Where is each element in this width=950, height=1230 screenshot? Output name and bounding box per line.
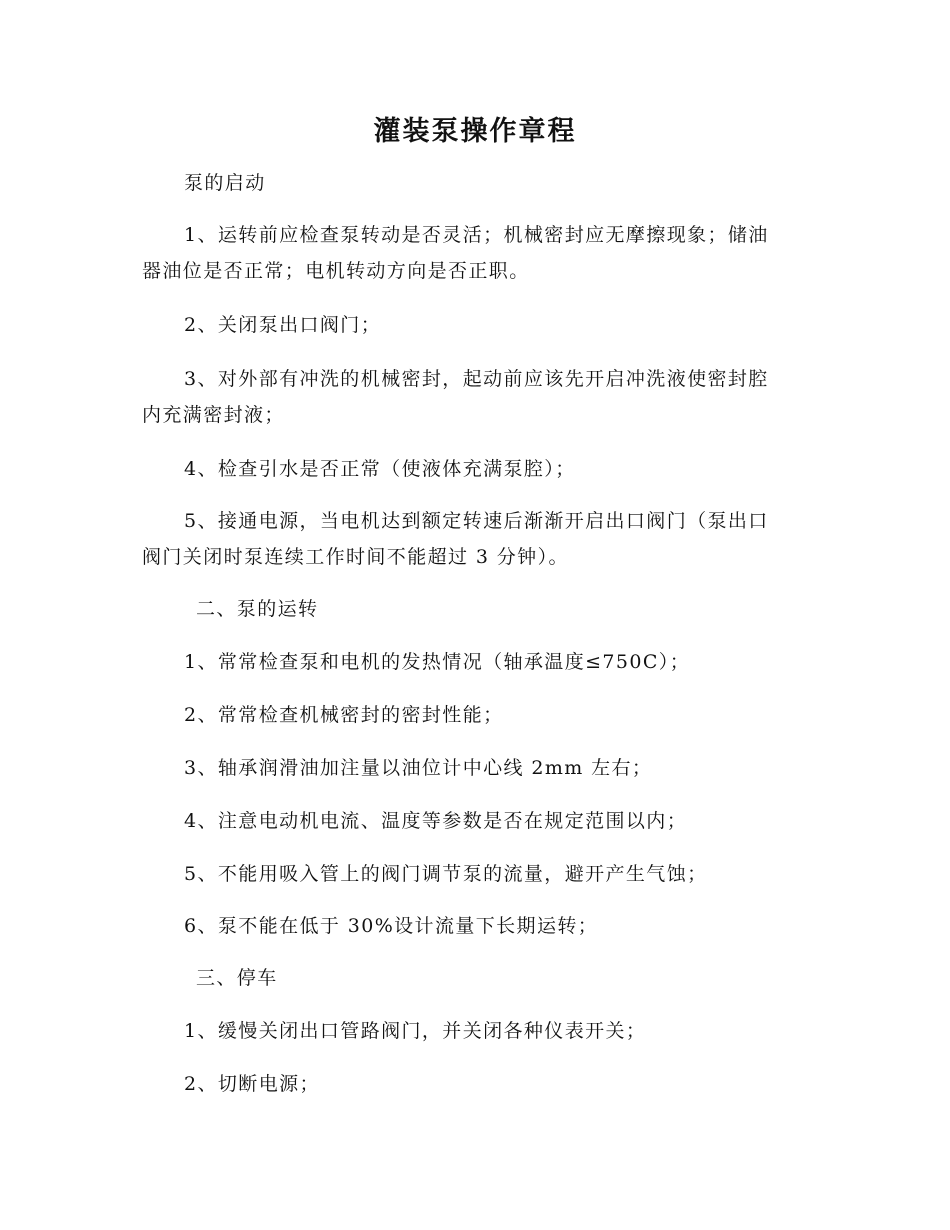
paragraph-line: 5、不能用吸入管上的阀门调节泵的流量，避开产生气蚀； (184, 863, 708, 885)
paragraph-line: 4、检查引水是否正常（使液体充满泵腔）； (184, 458, 576, 480)
section-heading-stop: 三、停车 (196, 967, 278, 989)
paragraph-line: 阀门关闭时泵连续工作时间不能超过 3 分钟）。 (142, 546, 569, 568)
paragraph-line: 5、接通电源，当电机达到额定转速后渐渐开启出口阀门（泵出口 (184, 510, 769, 532)
paragraph-line: 1、运转前应检查泵转动是否灵活；机械密封应无摩擦现象；储油 (184, 224, 769, 246)
paragraph-line: 2、关闭泵出口阀门； (184, 314, 382, 336)
paragraph-line: 3、轴承润滑油加注量以油位计中心线 2mm 左右； (184, 757, 653, 779)
section-heading-run: 二、泵的运转 (196, 598, 319, 620)
paragraph-line: 1、常常检查泵和电机的发热情况（轴承温度≤750C）； (184, 651, 691, 673)
paragraph-line: 2、切断电源； (184, 1073, 320, 1095)
document-title: 灌装泵操作章程 (373, 116, 577, 147)
paragraph-line: 1、缓慢关闭出口管路阀门，并关闭各种仪表开关； (184, 1020, 647, 1042)
paragraph-line: 4、注意电动机电流、温度等参数是否在规定范围以内； (184, 810, 688, 832)
paragraph-line: 3、对外部有冲洗的机械密封，起动前应该先开启冲洗液使密封腔 (184, 368, 769, 390)
paragraph-line: 2、常常检查机械密封的密封性能； (184, 704, 504, 726)
paragraph-line: 6、泵不能在低于 30%设计流量下长期运转； (184, 915, 599, 937)
paragraph-line: 内充满密封液； (142, 404, 285, 426)
paragraph-line: 器油位是否正常；电机转动方向是否正职。 (142, 260, 530, 282)
section-heading-start: 泵的启动 (184, 172, 266, 194)
